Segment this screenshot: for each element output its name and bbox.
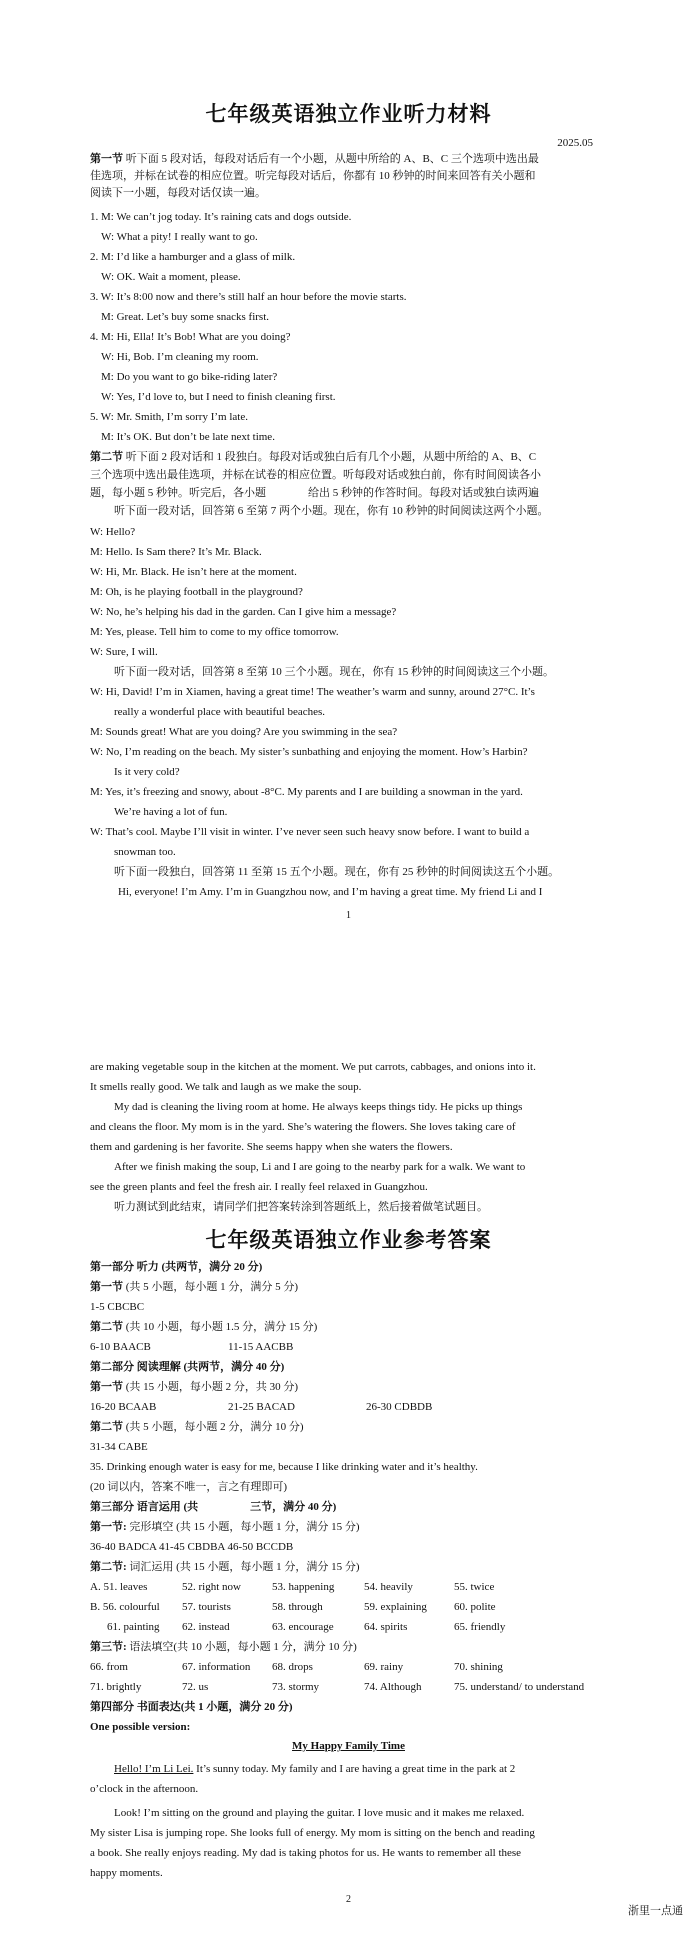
monologue-line: It smells really good. We talk and laugh as we make the soup. <box>90 1081 362 1093</box>
section1-intro-line-3: 阅读下一小题，每段对话仅读一遍。 <box>90 187 266 199</box>
dialog3-line: Is it very cold? <box>114 766 180 778</box>
answer-35: 35. Drinking enough water is easy for me, because I like drinking water and it’s healthy. <box>90 1461 478 1473</box>
answers-36-50: 36-40 BADCA 41-45 CBDBA 46-50 BCCDB <box>90 1541 294 1553</box>
grammar-answer: 75. understand/ to understand <box>454 1681 585 1693</box>
dialog3-line: W: No, I’m reading on the beach. My sister’s sunbathing and enjoying the moment. How’s Harbin? <box>90 746 528 758</box>
monologue-line: and cleans the floor. My mom is in the yard. She’s watering the flowers. She loves taking care of <box>90 1121 516 1133</box>
grammar-answer: 72. us <box>182 1681 209 1693</box>
dialog1-line: 5. W: Mr. Smith, I’m sorry I’m late. <box>90 411 248 423</box>
essay-line: My sister Lisa is jumping rope. She looks full of energy. My mom is sitting on the bench and reading <box>90 1827 535 1839</box>
answers-21-25: 21-25 BACAD <box>228 1401 295 1413</box>
answer-35-note: (20 词以内，答案不唯一，言之有理即可) <box>90 1481 288 1493</box>
brand-watermark: 浙里一点通 <box>628 1904 683 1917</box>
monologue-line: are making vegetable soup in the kitchen at the moment. We put carrots, cabbages, and onions into it. <box>90 1061 536 1073</box>
dialog1-line: 1. M: We can’t jog today. It’s raining cats and dogs outside. <box>90 211 352 223</box>
vocab-answer: 62. instead <box>182 1621 230 1633</box>
dialog2-line: W: Hi, Mr. Black. He isn’t here at the moment. <box>90 566 297 578</box>
dialog1-line: 4. M: Hi, Ella! It’s Bob! What are you doing? <box>90 331 291 343</box>
vocab-answer: B. 56. colourful <box>90 1601 160 1613</box>
page-2 <box>0 1040 697 1934</box>
monologue-line: After we finish making the soup, Li and I are going to the nearby park for a walk. We want to <box>114 1161 526 1173</box>
section1-intro-line-2: 佳选项，并标在试卷的相应位置。听完每段对话后，你都有 10 秒钟的时间来回答有关小题和 <box>90 170 536 182</box>
dialog1-line: M: Great. Let’s buy some snacks first. <box>101 311 270 323</box>
vocab-answer: 61. painting <box>107 1621 160 1633</box>
vocab-answer: 58. through <box>272 1601 323 1613</box>
dialog1-line: W: Hi, Bob. I’m cleaning my room. <box>101 351 259 363</box>
part3-heading: 第三部分 语言运用 (共 三节，满分 40 分) <box>90 1501 337 1513</box>
section2-intro-line-2: 三个选项中选出最佳选项，并标在试卷的相应位置。听每段对话或独白前，你有时间阅读各小 <box>90 469 541 481</box>
dialog2-line: M: Hello. Is Sam there? It’s Mr. Black. <box>90 546 262 558</box>
essay-line: a book. She really enjoys reading. My dad is taking photos for us. He wants to remember all these <box>90 1847 522 1859</box>
section2-label: 第二节 <box>90 451 123 463</box>
section1-intro-line-1: 第一节 听下面 5 段对话，每段对话后有一个小题，从题中所给的 A、B、C 三个选项中选出最 <box>90 153 539 165</box>
grammar-answer: 67. information <box>182 1661 251 1673</box>
dialog3-line: snowman too. <box>114 846 176 858</box>
dialog1-line: 2. M: I’d like a hamburger and a glass of milk. <box>90 251 296 263</box>
dialog3-line: We’re having a lot of fun. <box>114 806 228 818</box>
vocab-answer: 52. right now <box>182 1581 241 1593</box>
vocab-answer: 60. polite <box>454 1601 496 1613</box>
grammar-answer: 71. brightly <box>90 1681 142 1693</box>
dialog2-line: M: Oh, is he playing football in the playground? <box>90 586 303 598</box>
vocab-answer: 55. twice <box>454 1581 495 1593</box>
dialog1-line: W: What a pity! I really want to go. <box>101 231 258 243</box>
end-note: 听力测试到此结束，请同学们把答案转涂到答题纸上，然后接着做笔试题目。 <box>114 1201 488 1213</box>
essay-line: o’clock in the afternoon. <box>90 1783 199 1795</box>
dialog1-line: 3. W: It’s 8:00 now and there’s still half an hour before the movie starts. <box>90 291 407 303</box>
monologue-line: them and gardening is her favorite. She seems happy when she waters the flowers. <box>90 1141 453 1153</box>
grammar-answer: 69. rainy <box>364 1661 404 1673</box>
section1-label: 第一节 <box>90 153 123 165</box>
dialog2-line: M: Yes, please. Tell him to come to my office tomorrow. <box>90 626 339 638</box>
grammar-answer: 68. drops <box>272 1661 313 1673</box>
part2-section1: 第一节 (共 15 小题，每小题 2 分，共 30 分) <box>90 1381 299 1393</box>
grammar-answer: 66. from <box>90 1661 128 1673</box>
part3-section3: 第三节: 语法填空(共 10 小题，每小题 1 分，满分 10 分) <box>90 1641 357 1653</box>
vocab-answer: 57. tourists <box>182 1601 231 1613</box>
dialog3-line: really a wonderful place with beautiful beaches. <box>114 706 326 718</box>
part3-section2: 第二节: 词汇运用 (共 15 小题，每小题 1 分，满分 15 分) <box>90 1561 360 1573</box>
dialog1-line: W: Yes, I’d love to, but I need to finish cleaning first. <box>101 391 336 403</box>
instruction-8-10: 听下面一段对话，回答第 8 至第 10 三个小题。现在，你有 15 秒钟的时间阅读这三个小题。 <box>114 666 554 678</box>
instruction-11-15: 听下面一段独白，回答第 11 至第 15 五个小题。现在，你有 25 秒钟的时间阅读这五个小题。 <box>114 866 560 878</box>
dialog3-line: M: Yes, it’s freezing and snowy, about -8°C. My parents and I are building a snowman in the yard. <box>90 786 523 798</box>
dialog2-line: W: No, he’s helping his dad in the garden. Can I give him a message? <box>90 606 397 618</box>
dialog1-line: M: Do you want to go bike-riding later? <box>101 371 278 383</box>
instruction-6-7: 听下面一段对话，回答第 6 至第 7 两个小题。现在，你有 10 秒钟的时间阅读这两个小题。 <box>114 505 549 517</box>
monologue-line: My dad is cleaning the living room at home. He always keeps things tidy. He picks up things <box>114 1101 523 1113</box>
part1-section1: 第一节 (共 5 小题，每小题 1 分，满分 5 分) <box>90 1281 299 1293</box>
essay-line: happy moments. <box>90 1867 163 1879</box>
part1-heading: 第一部分 听力 (共两节，满分 20 分) <box>90 1261 263 1273</box>
answer-key-title: 七年级英语独立作业参考答案 <box>205 1228 492 1252</box>
page-number: 1 <box>346 910 351 921</box>
grammar-answer: 70. shining <box>454 1661 503 1673</box>
dialog1-line: M: It’s OK. But don’t be late next time. <box>101 431 275 443</box>
answers-31-34: 31-34 CABE <box>90 1441 148 1453</box>
essay-title: My Happy Family Time <box>292 1740 405 1752</box>
vocab-answer: 64. spirits <box>364 1621 408 1633</box>
part2-section2: 第二节 (共 5 小题，每小题 2 分，满分 10 分) <box>90 1421 304 1433</box>
dialog3-line: W: Hi, David! I’m in Xiamen, having a great time! The weather’s warm and sunny, around 27°C. It’s <box>90 686 535 698</box>
answers-1-5: 1-5 CBCBC <box>90 1301 145 1313</box>
vocab-answer: 63. encourage <box>272 1621 334 1633</box>
dialog1-line: W: OK. Wait a moment, please. <box>101 271 241 283</box>
answers-26-30: 26-30 CDBDB <box>366 1401 433 1413</box>
monologue-first-line: Hi, everyone! I’m Amy. I’m in Guangzhou now, and I’m having a great time. My friend Li and I <box>118 886 543 898</box>
section2-intro-line-1: 第二节 听下面 2 段对话和 1 段独白。每段对话或独白后有几个小题，从题中所给的 A、B、C <box>90 451 537 463</box>
listening-material-title: 七年级英语独立作业听力材料 <box>205 102 492 126</box>
section2-intro-line-3: 题，每小题 5 秒钟。听完后，各小题 给出 5 秒钟的作答时间。每段对话或独白读两遍 <box>90 487 539 499</box>
part1-section2: 第二节 (共 10 小题，每小题 1.5 分，满分 15 分) <box>90 1321 318 1333</box>
vocab-answer: 65. friendly <box>454 1621 506 1633</box>
answers-11-15: 11-15 AACBB <box>228 1341 294 1353</box>
answers-16-20: 16-20 BCAAB <box>90 1401 157 1413</box>
version-label: One possible version: <box>90 1721 191 1733</box>
vocab-answer: A. 51. leaves <box>90 1581 148 1593</box>
vocab-answer: 59. explaining <box>364 1601 427 1613</box>
page-number: 2 <box>346 1894 351 1905</box>
part4-heading: 第四部分 书面表达(共 1 小题，满分 20 分) <box>90 1701 293 1713</box>
answers-6-10: 6-10 BAACB <box>90 1341 151 1353</box>
dialog2-line: W: Hello? <box>90 526 136 538</box>
page-1 <box>0 0 697 930</box>
part3-section1: 第一节: 完形填空 (共 15 小题，每小题 1 分，满分 15 分) <box>90 1521 360 1533</box>
part2-heading: 第二部分 阅读理解 (共两节，满分 40 分) <box>90 1361 285 1373</box>
dialog3-line: M: Sounds great! What are you doing? Are you swimming in the sea? <box>90 726 398 738</box>
vocab-answer: 53. happening <box>272 1581 335 1593</box>
date: 2025.05 <box>557 137 593 149</box>
essay-line: Hello! I’m Li Lei. It’s sunny today. My family and I are having a great time in the park at 2 <box>114 1763 516 1775</box>
dialog3-line: W: That’s cool. Maybe I’ll visit in winter. I’ve never seen such heavy snow before. I want to build a <box>90 826 530 838</box>
monologue-line: see the green plants and feel the fresh air. I really feel relaxed in Guangzhou. <box>90 1181 428 1193</box>
grammar-answer: 74. Although <box>364 1681 422 1693</box>
grammar-answer: 73. stormy <box>272 1681 320 1693</box>
vocab-answer: 54. heavily <box>364 1581 413 1593</box>
essay-line: Look! I’m sitting on the ground and playing the guitar. I love music and it makes me relaxed. <box>114 1807 525 1819</box>
dialog2-line: W: Sure, I will. <box>90 646 158 658</box>
